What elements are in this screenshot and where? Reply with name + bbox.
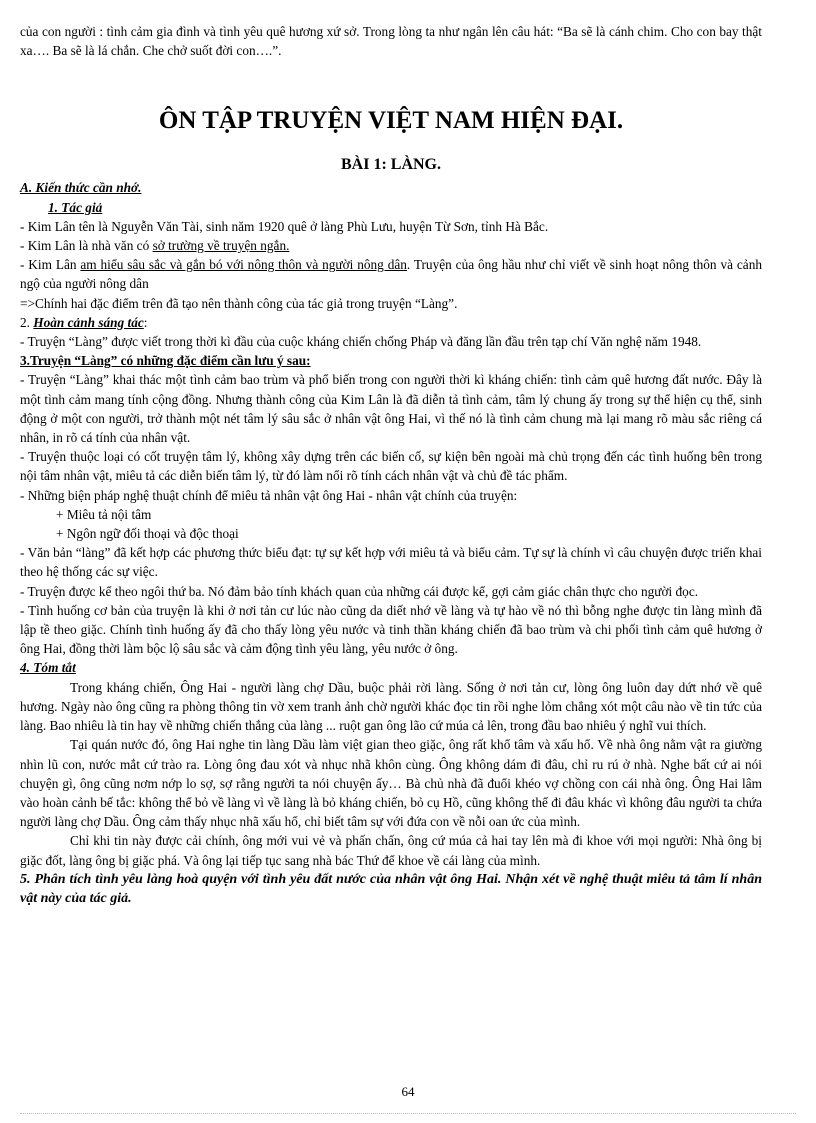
features-bullet-1: + Miêu tả nội tâm (56, 506, 152, 522)
author-paragraph-2 (20, 236, 762, 255)
features-paragraph-5: - Truyện được kể theo ngôi thứ ba. Nó đảm bảo tính khách quan của những cái được kể, gợi cảm giác chân thực cho người đọc. (20, 583, 699, 599)
section-4-heading (20, 658, 762, 677)
section-4-heading-text: 4. Tóm tắt (20, 660, 76, 676)
lesson-title: BÀI 1: LÀNG. (340, 156, 441, 174)
summary-paragraph-1: Trong kháng chiến, Ông Hai - người làng chợ Dầu, buộc phải rời làng. Sống ở nơi tản cư, lòng ông luôn day dứt nhớ về quê hương. Ngày nào ông cũng ra phòng thông tin vờ xem tranh ảnh chờ người khác đọc tin rồi nghe lỏm chẳng xót một câu nào về tin tức của làng. Bao nhiêu là tin hay về những chiến thắng của làng ... ruột gan ông lão cứ múa cả lên, trong đầu bao nhiêu ý nghĩ vui thích. (20, 679, 762, 734)
features-paragraph-2: - Truyện thuộc loại có cốt truyện tâm lý, không xây dựng trên các biến cố, sự kiện bên ngoài mà chủ trọng đến các tình huống bên trong nội tâm nhân vật, miêu tả các diễn biến tâm lý, từ đó làm nổi rõ tính cách nhân vật và chủ đề tác phẩm. (20, 449, 762, 484)
intro-paragraph: của con người : tình cảm gia đình và tình yêu quê hương xứ sở. Trong lòng ta như ngân lên câu hát: “Ba sẽ là cánh chim. Cho con bay thật xa…. Ba sẽ là lá chắn. Che chở suốt đời con….”. (20, 24, 762, 59)
summary-paragraph-2: Tại quán nước đó, ông Hai nghe tin làng Dầu làm việt gian theo giặc, ông rất khổ tâm và xấu hổ. Về nhà ông nằm vật ra giường nhìn lũ con, nước mắt cứ trào ra. Lòng ông đau xót và nhục nhã khôn cùng. Ông không dám đi đâu, chỉ ru rú ở nhà. Nghe bất cứ ai nói chuyện gì, ông cũng nơm nớp lo sợ, sợ rằng người ta nói chuyện ấy… Bà chủ nhà đã đuổi khéo vợ chồng con cái nhà ông. Ông Hai lâm vào hoàn cảnh bế tắc: không thể bỏ về làng vì về làng là bỏ kháng chiến, bỏ cụ Hồ, cũng không thể đi đâu khác vì không đâu người ta chứa người làng chợ Dầu. Ông cảm thấy nhục nhã xấu hổ, chỉ biết tâm sự với đứa con về nỗi oan ức của mình. (20, 737, 762, 830)
features-paragraph-1: - Truyện “Làng” khai thác một tình cảm bao trùm và phổ biến trong con người thời kì kháng chiến: tình cảm quê hương đất nước. Đây là một tình cảm mang tính cộng đồng. Nhưng thành công của Kim Lân là đã diễn tả tình cảm, tâm lý chung ấy trong sự thể hiện cụ thể, sinh động ở một con người, trở thành một nét tâm lý sâu sắc ở nhân vật ông Hai, vì thế nó là tình cảm chung mà lại mang rõ màu sắc riêng cá nhân, in rõ cá tính của nhân vật. (20, 372, 762, 446)
author-p3-underlined: am hiểu sâu sắc và gắn bó với nông thôn và người nông dân (80, 257, 407, 273)
author-p2-underlined: sở trường về truyện ngắn. (152, 238, 290, 254)
author-p3-rest: . Truyện của ông hầu như chỉ viết về sinh hoạt nông thôn và cảnh ngộ của người nông dân (20, 257, 762, 292)
features-paragraph-4: - Văn bản “làng” đã kết hợp các phương thức biểu đạt: tự sự kết hợp với miêu tả và biểu cảm. Tự sự là chính vì câu chuyện được triển khai theo hệ thống các sự việc. (20, 545, 762, 580)
section-2-heading (20, 313, 762, 332)
section-2-number: 2. (20, 314, 34, 330)
section-2-colon: : (143, 314, 148, 330)
section-a-heading (20, 178, 762, 197)
section-1-heading-text: 1. Tác giả (48, 199, 103, 215)
section-5-heading: 5. Phân tích tình yêu làng hoà quyện với tình yêu đất nước của nhân vật ông Hai. Nhận xét về nghệ thuật miêu tả tâm lí nhân vật này của tác giả. (20, 871, 762, 906)
author-p2-text: - Kim Lân là nhà văn có (20, 238, 153, 254)
features-paragraph-6: - Tình huống cơ bản của truyện là khi ở nơi tản cư lúc nào cũng da diết nhớ về làng và tự hào về nó thì bỗng nghe được tin làng mình đã lập tề theo giặc. Chính tình huống ấy đã cho thấy lòng yêu nước và tinh thần kháng chiến đã bao trùm và chi phối tình cảm quê hương ở ông Hai, đồng thời làm bộc lộ sâu sắc và cảm động tình yêu làng, yêu nước ở ông. (20, 602, 762, 657)
author-p3-text: - Kim Lân (20, 257, 81, 273)
author-paragraph-3 (20, 255, 762, 293)
section-3-heading-text: 3.Truyện “Làng” có những đặc điểm cần lưu ý sau: (20, 353, 311, 369)
features-bullet-2: + Ngôn ngữ đối thoại và độc thoại (56, 526, 239, 542)
author-conclusion: =>Chính hai đặc điểm trên đã tạo nên thành công của tác giả trong truyện “Làng”. (20, 295, 458, 311)
section-2-heading-text: Hoàn cảnh sáng tác (33, 314, 144, 330)
section-a-heading-text: A. Kiến thức cần nhớ. (20, 180, 142, 196)
document-title: ÔN TẬP TRUYỆN VIỆT NAM HIỆN ĐẠI. (158, 107, 624, 135)
summary-paragraph-3: Chỉ khi tin này được cải chính, ông mới vui vẻ và phấn chấn, ông cứ múa cả hai tay lên mà đi khoe với mọi người: Nhà ông bị giặc đốt, làng ông bị giặc phá. Và ông lại tiếp tục sang nhà bác Thứ để khoe về cái làng của mình. (20, 833, 762, 868)
page-number: 64 (401, 1084, 415, 1099)
author-paragraph-1: - Kim Lân tên là Nguyễn Văn Tài, sinh năm 1920 quê ở làng Phù Lưu, huyện Từ Sơn, tỉnh Hà Bắc. (20, 218, 549, 234)
footer-divider (20, 1113, 796, 1114)
context-paragraph: - Truyện “Làng” được viết trong thời kì đầu của cuộc kháng chiến chống Pháp và đăng lần đầu trên tạp chí Văn nghệ năm 1948. (20, 334, 702, 350)
section-3-heading (20, 351, 762, 370)
features-paragraph-3: - Những biện pháp nghệ thuật chính để miêu tả nhân vật ông Hai - nhân vật chính của truyện: (20, 487, 518, 503)
section-1-heading (20, 198, 762, 217)
page-content (20, 22, 762, 908)
